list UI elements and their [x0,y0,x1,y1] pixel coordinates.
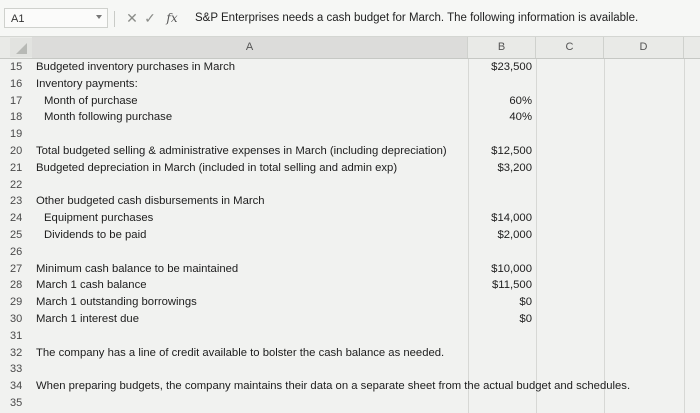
table-row [0,160,700,177]
row-number[interactable]: 24 [10,212,23,225]
insert-function-button[interactable]: fx [166,11,178,25]
cell-a[interactable]: Equipment purchases [44,212,154,225]
table-row [0,294,700,311]
cell-a[interactable]: Inventory payments: [36,77,138,90]
table-row [0,277,700,294]
formula-bar-divider [114,11,115,27]
close-icon[interactable]: ✕ [126,10,138,26]
row-number[interactable]: 32 [10,346,23,359]
cell-b[interactable]: $14,000 [491,212,532,225]
cell-b[interactable]: 60% [509,94,532,107]
row-number[interactable]: 30 [10,312,23,325]
row-number[interactable]: 17 [10,94,23,107]
formula-input[interactable]: S&P Enterprises needs a cash budget for March. The following information is available. [195,12,639,24]
row-number[interactable]: 18 [10,111,23,124]
row-number[interactable]: 35 [10,396,23,409]
column-header-d[interactable]: D [604,37,684,58]
table-row [0,261,700,278]
cell-a[interactable]: March 1 interest due [36,312,139,325]
cell-a[interactable]: Dividends to be paid [44,228,147,241]
cell-a[interactable]: Minimum cash balance to be maintained [36,262,239,275]
row-number[interactable]: 33 [10,363,23,376]
cell-b[interactable]: $0 [519,312,532,325]
row-number[interactable]: 29 [10,296,23,309]
formula-bar [0,0,700,37]
cell-a[interactable]: Total budgeted selling & administrative expenses in March (including depreciation) [36,144,447,157]
cell-b[interactable]: $0 [519,296,532,309]
cell-b[interactable]: $23,500 [491,61,532,73]
cell-b[interactable]: $2,000 [497,228,532,241]
row-number[interactable]: 27 [10,262,23,275]
row-number[interactable]: 31 [10,329,23,342]
cell-b[interactable]: $11,500 [492,279,532,292]
row-number[interactable]: 28 [10,279,23,292]
table-row [0,244,700,261]
cell-b[interactable]: 40% [509,111,532,124]
cell-a[interactable]: Budgeted depreciation in March (included in total selling and admin exp) [36,161,398,174]
row-number[interactable]: 25 [10,228,23,241]
table-row [0,345,700,362]
row-number[interactable]: 26 [10,245,23,258]
table-row [0,311,700,328]
cell-a[interactable]: Month of purchase [44,94,138,107]
column-header-a[interactable]: A [32,37,468,58]
row-number[interactable]: 19 [10,128,23,141]
cell-a[interactable]: March 1 cash balance [36,279,147,292]
table-row [0,109,700,126]
table-row [0,143,700,160]
cell-b[interactable]: $3,200 [497,161,532,174]
row-number[interactable]: 22 [10,178,23,191]
select-all-icon [16,43,27,54]
table-row [0,76,700,93]
table-row [0,328,700,345]
table-row [0,361,700,378]
table-row [0,126,700,143]
cell-b[interactable]: $10,000 [491,262,532,275]
column-headers [0,37,700,59]
table-row [0,210,700,227]
row-number[interactable]: 16 [10,77,23,90]
name-box[interactable]: A1 [4,8,108,28]
row-number[interactable]: 34 [10,380,23,393]
check-icon[interactable]: ✓ [144,10,156,26]
table-row [0,378,700,395]
column-header-c[interactable]: C [536,37,604,58]
cell-a[interactable]: Budgeted inventory purchases in March [36,61,236,73]
cell-a[interactable]: March 1 outstanding borrowings [36,296,197,309]
table-row [0,193,700,210]
table-row [0,93,700,110]
chevron-down-icon[interactable] [96,15,102,19]
table-row [0,177,700,194]
cell-a[interactable]: Other budgeted cash disbursements in March [36,195,265,208]
cell-b[interactable]: $12,500 [491,144,532,157]
cell-a[interactable]: The company has a line of credit available to bolster the cash balance as needed. [36,346,445,359]
column-header-b[interactable]: B [468,37,536,58]
table-row [0,395,700,412]
row-number[interactable]: 21 [10,161,23,174]
table-row [0,227,700,244]
cell-a[interactable]: Month following purchase [44,111,173,124]
row-number[interactable]: 23 [10,195,23,208]
sheet-grid [0,59,700,412]
table-row [0,59,700,76]
cell-a[interactable]: When preparing budgets, the company maintains their data on a separate sheet from the actual budget and schedules. [36,380,631,393]
row-number[interactable]: 20 [10,144,23,157]
row-number[interactable]: 15 [10,61,23,73]
